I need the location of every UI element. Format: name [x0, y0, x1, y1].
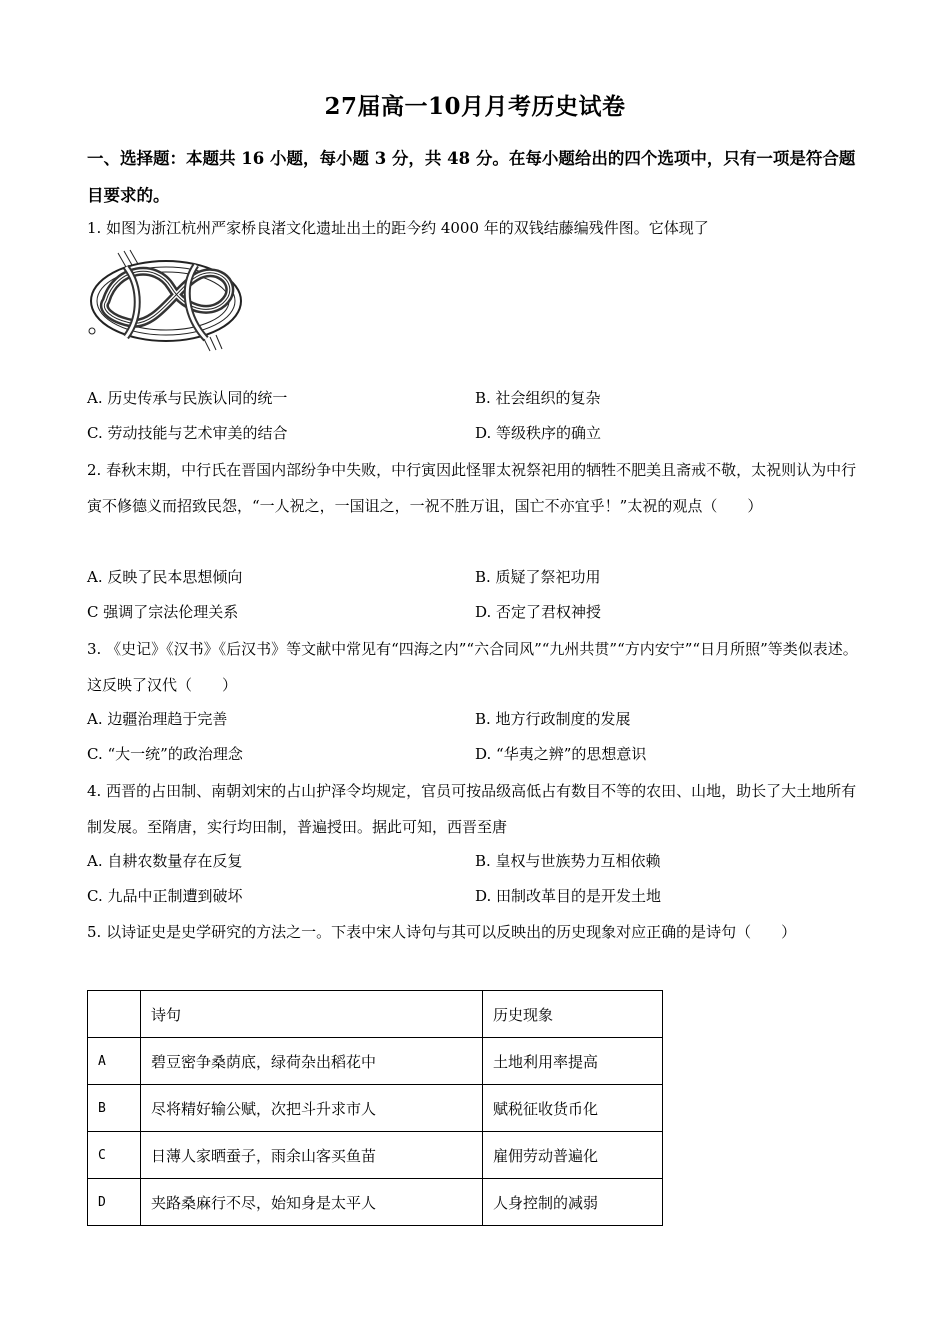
table-cell: 赋税征收货币化 [483, 1085, 663, 1132]
question-4-option-b: B. 皇权与世族势力互相依赖 [475, 852, 661, 870]
question-2-option-c: C 强调了宗法伦理关系 [87, 603, 239, 621]
question-4-option-d: D. 田制改革目的是开发土地 [475, 887, 662, 905]
table-row [88, 1179, 663, 1226]
question-4-option-a: A. 自耕农数量存在反复 [87, 852, 243, 870]
table-cell: B [88, 1085, 141, 1132]
question-3-option-d: D. “华夷之辨”的思想意识 [475, 745, 647, 763]
question-3-stem: 3. 《史记》《汉书》《后汉书》等文献中常见有“四海之内”“六合同风”“九州共贯”“方内安宁”“日月所照”等类似表述。这反映了汉代（ ） [87, 640, 858, 694]
question-3-option-b: B. 地方行政制度的发展 [475, 710, 631, 728]
table-header-cell: 诗句 [141, 991, 483, 1038]
question-1-option-a: A. 历史传承与民族认同的统一 [87, 389, 288, 407]
table-cell: 日薄人家晒蚕子，雨余山客买鱼苗 [141, 1132, 483, 1179]
table-row [88, 1038, 663, 1085]
table-cell: 夹路桑麻行不尽，始知身是太平人 [141, 1179, 483, 1226]
question-1-option-b: B. 社会组织的复杂 [475, 389, 601, 407]
table-row [88, 1085, 663, 1132]
question-2-option-b: B. 质疑了祭祀功用 [475, 568, 601, 586]
question-4-option-c: C. 九品中正制遭到破坏 [87, 887, 243, 905]
section-header: 一、选择题：本题共 16 小题，每小题 3 分，共 48 分。在每小题给出的四个选项中，只有一项是符合题目要求的。 [87, 149, 856, 205]
question-5-stem: 5. 以诗证史是史学研究的方法之一。下表中宋人诗句与其可以反映出的历史现象对应正确的是诗句（ ） [87, 923, 797, 941]
question-3-option-c: C. “大一统”的政治理念 [87, 745, 243, 763]
question-4-stem: 4. 西晋的占田制、南朝刘宋的占山护泽令均规定，官员可按品级高低占有数目不等的农田、山地，助长了大土地所有制发展。至隋唐，实行均田制，普遍授田。据此可知，西晋至唐 [87, 782, 857, 836]
table-cell: 碧豆密争桑荫底，绿荷杂出稻花中 [141, 1038, 483, 1085]
question-1-option-d: D. 等级秩序的确立 [475, 424, 602, 442]
table-cell: 人身控制的减弱 [483, 1179, 663, 1226]
table-header-cell: 历史现象 [483, 991, 663, 1038]
table-header-row [88, 991, 663, 1038]
table-cell: D [88, 1179, 141, 1226]
question-1-option-c: C. 劳动技能与艺术审美的结合 [87, 424, 288, 442]
table-cell: A [88, 1038, 141, 1085]
question-2-option-a: A. 反映了民本思想倾向 [87, 568, 243, 586]
table-row [88, 1132, 663, 1179]
table-cell: 雇佣劳动普遍化 [483, 1132, 663, 1179]
question-2-stem: 2. 春秋末期，中行氏在晋国内部纷争中失败，中行寅因此怪罪太祝祭祀用的牺牲不肥美且斋戒不敬，太祝则认为中行寅不修德义而招致民怨，“一人祝之，一国诅之，一祝不胜万诅，国亡不亦宜乎！”太祝的观点（ ） [87, 461, 857, 515]
table-cell: 尽将精好输公赋，次把斗升求市人 [141, 1085, 483, 1132]
table-cell: C [88, 1132, 141, 1179]
poem-history-table [87, 990, 663, 1226]
page-title: 27届高一10月月考历史试卷 [324, 93, 626, 120]
table-cell: 土地利用率提高 [483, 1038, 663, 1085]
question-3-option-a: A. 边疆治理趋于完善 [87, 710, 228, 728]
double-coin-knot-rattan-icon [86, 247, 246, 354]
table-header-cell [88, 991, 141, 1038]
question-2-option-d: D. 否定了君权神授 [475, 603, 602, 621]
question-1-stem: 1. 如图为浙江杭州严家桥良渚文化遗址出土的距今约 4000 年的双钱结藤编残件图。它体现了 [87, 219, 709, 237]
